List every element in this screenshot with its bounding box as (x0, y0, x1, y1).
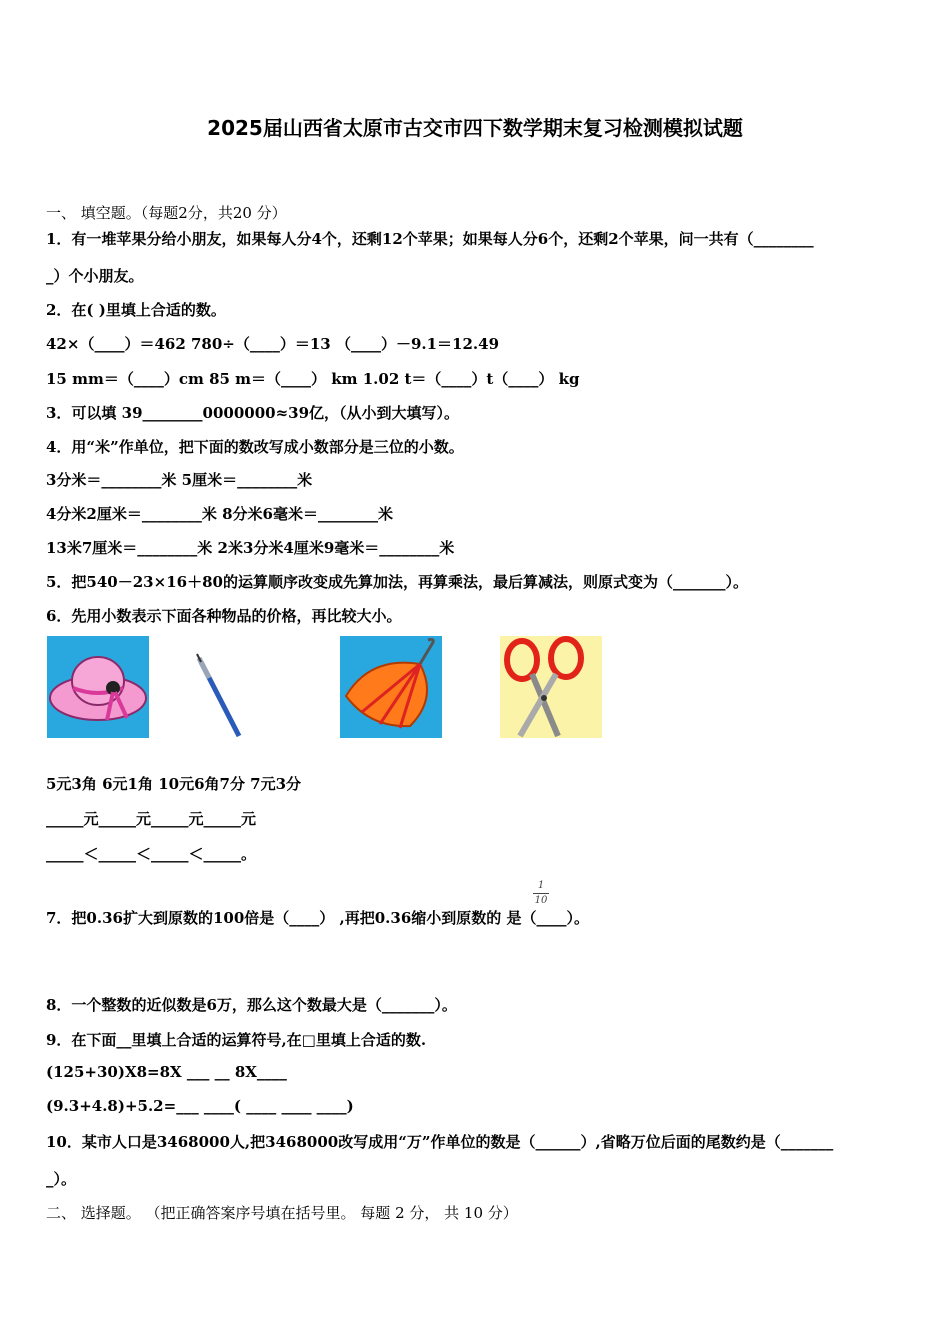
question-3: 3．可以填 39________0000000≈39亿，（从小到大填写）。 (46, 404, 460, 422)
question-1-line-2: _）个小朋友。 (46, 267, 144, 285)
question-2-row-2: 15 mm＝（____）cm 85 m＝（____） km 1.02 t＝（____）t（____） kg (46, 370, 580, 388)
scissors-image (500, 636, 602, 738)
question-4: 4．用“米”作单位，把下面的数改写成小数部分是三位的小数。 (46, 438, 464, 456)
fraction-bar (533, 893, 549, 894)
question-9-row-1: (125+30)X8=8X ___ __ 8X____ (46, 1063, 287, 1081)
question-2: 2．在( )里填上合适的数。 (46, 301, 226, 319)
question-5: 5．把540－23×16＋80的运算顺序改变成先算加法，再算乘法，最后算减法，则原式变为（_______）。 (46, 573, 748, 591)
question-2-row-1: 42×（____）＝462 780÷（____）＝13 （____）－9.1＝12.49 (46, 335, 500, 353)
fraction-denominator: 10 (534, 895, 548, 906)
question-10-line-1: 10．某市人口是3468000人,把3468000改写成用“万”作单位的数是（______）,省略万位后面的尾数约是（_______ (46, 1133, 834, 1151)
fraction-one-tenth (531, 880, 551, 907)
question-9: 9．在下面__里填上合适的运算符号,在□里填上合适的数. (46, 1031, 427, 1049)
pen-image (175, 636, 277, 738)
umbrella-image (340, 636, 442, 738)
question-6-compare: _____＜_____＜_____＜_____。 (46, 845, 257, 863)
question-6: 6．先用小数表示下面各种物品的价格，再比较大小。 (46, 607, 402, 625)
question-6-prices: 5元3角 6元1角 10元6角7分 7元3分 (46, 775, 302, 793)
section-2-heading: 二、 选择题。 （把正确答案序号填在括号里。 每题 2 分， 共 10 分） (46, 1204, 518, 1222)
hat-image (47, 636, 149, 738)
question-8: 8．一个整数的近似数是6万，那么这个数最大是（_______）。 (46, 996, 457, 1014)
question-6-blanks: _____元_____元_____元_____元 (46, 810, 257, 828)
question-4-row-2: 4分米2厘米＝________米 8分米6毫米＝________米 (46, 505, 393, 523)
question-9-row-2: (9.3+4.8)+5.2=___ ____( ____ ____ ____) (46, 1097, 354, 1115)
question-4-row-3: 13米7厘米＝________米 2米3分米4厘米9毫米＝________米 (46, 539, 455, 557)
fraction-numerator: 1 (537, 880, 545, 891)
page-title: 2025届山西省太原市古交市四下数学期末复习检测模拟试题 (207, 116, 743, 140)
question-10-line-2: _）。 (46, 1170, 77, 1188)
question-7: 7．把0.36扩大到原数的100倍是（____） ,再把0.36缩小到原数的 是（____）。 (46, 909, 589, 927)
question-1-line-1: 1．有一堆苹果分给小朋友，如果每人分4个，还剩12个苹果；如果每人分6个，还剩2个苹果，问一共有（________ (46, 230, 814, 248)
section-1-heading: 一、 填空题。（每题2分，共20 分） (46, 204, 287, 222)
question-4-row-1: 3分米＝________米 5厘米＝________米 (46, 471, 313, 489)
